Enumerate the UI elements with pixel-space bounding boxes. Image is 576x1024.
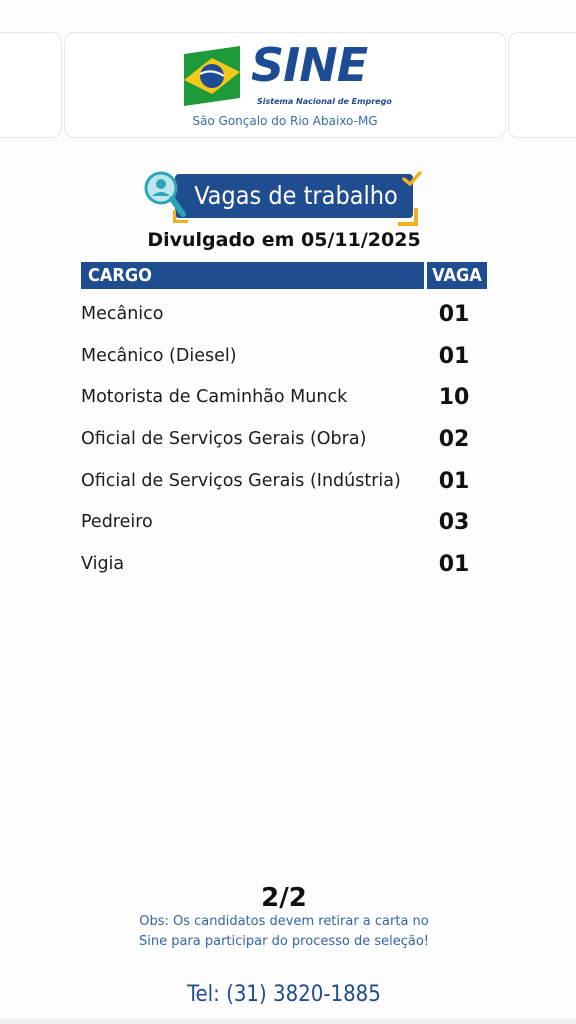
column-header-vaga: VAGA [427,262,487,289]
table-row [81,502,487,544]
table-header [81,262,487,289]
cargo-cell: Vigia [81,554,125,575]
cargo-cell: Mecânico [81,304,164,324]
vaga-cell: 02 [438,427,470,453]
observation-line-2: Sine para participar do processo de seleção! [138,934,430,949]
logo-subtitle: Sistema Nacional de Emprego [257,97,392,106]
table-row [81,377,487,419]
cargo-cell: Oficial de Serviços Gerais (Obra) [81,429,367,450]
vaga-cell: 10 [438,385,470,411]
vaga-cell: 03 [438,510,470,536]
header-logo-card [64,32,506,138]
cargo-cell: Mecânico (Diesel) [81,345,237,366]
logo-wordmark: SINE [251,38,368,92]
vaga-cell: 01 [438,552,470,578]
table-row [81,336,487,378]
vaga-cell: 01 [438,343,470,369]
cargo-cell: Oficial de Serviços Gerais (Indústria) [81,470,401,491]
column-header-cargo: CARGO [81,262,424,289]
location-label: São Gonçalo do Rio Abaixo-MG [192,114,378,128]
page-title: Vagas de trabalho [194,181,398,210]
table-row [81,461,487,503]
phone-number[interactable]: Tel: (31) 3820-1885 [187,982,381,1007]
table-row [81,544,487,586]
person-search-icon [143,170,187,222]
checkmark-icon [401,170,423,188]
vaga-cell: 01 [438,302,470,327]
table-row [81,419,487,461]
jobs-table [81,294,487,586]
table-row [81,294,487,336]
adjacent-slide-right[interactable] [508,32,576,138]
cargo-cell: Motorista de Caminhão Munck [81,387,348,408]
published-date: Divulgado em 05/11/2025 [147,229,421,251]
page-indicator: 2/2 [261,883,307,913]
vaga-cell: 01 [438,468,470,494]
cargo-cell: Pedreiro [81,512,153,533]
observation-note [0,912,568,952]
adjacent-slide-left[interactable] [0,32,62,138]
title-banner [143,170,423,226]
brazil-flag-logo-icon [178,44,246,108]
observation-line-1: Obs: Os candidatos devem retirar a carta no [139,914,429,929]
bottom-edge-bar [0,1019,576,1024]
